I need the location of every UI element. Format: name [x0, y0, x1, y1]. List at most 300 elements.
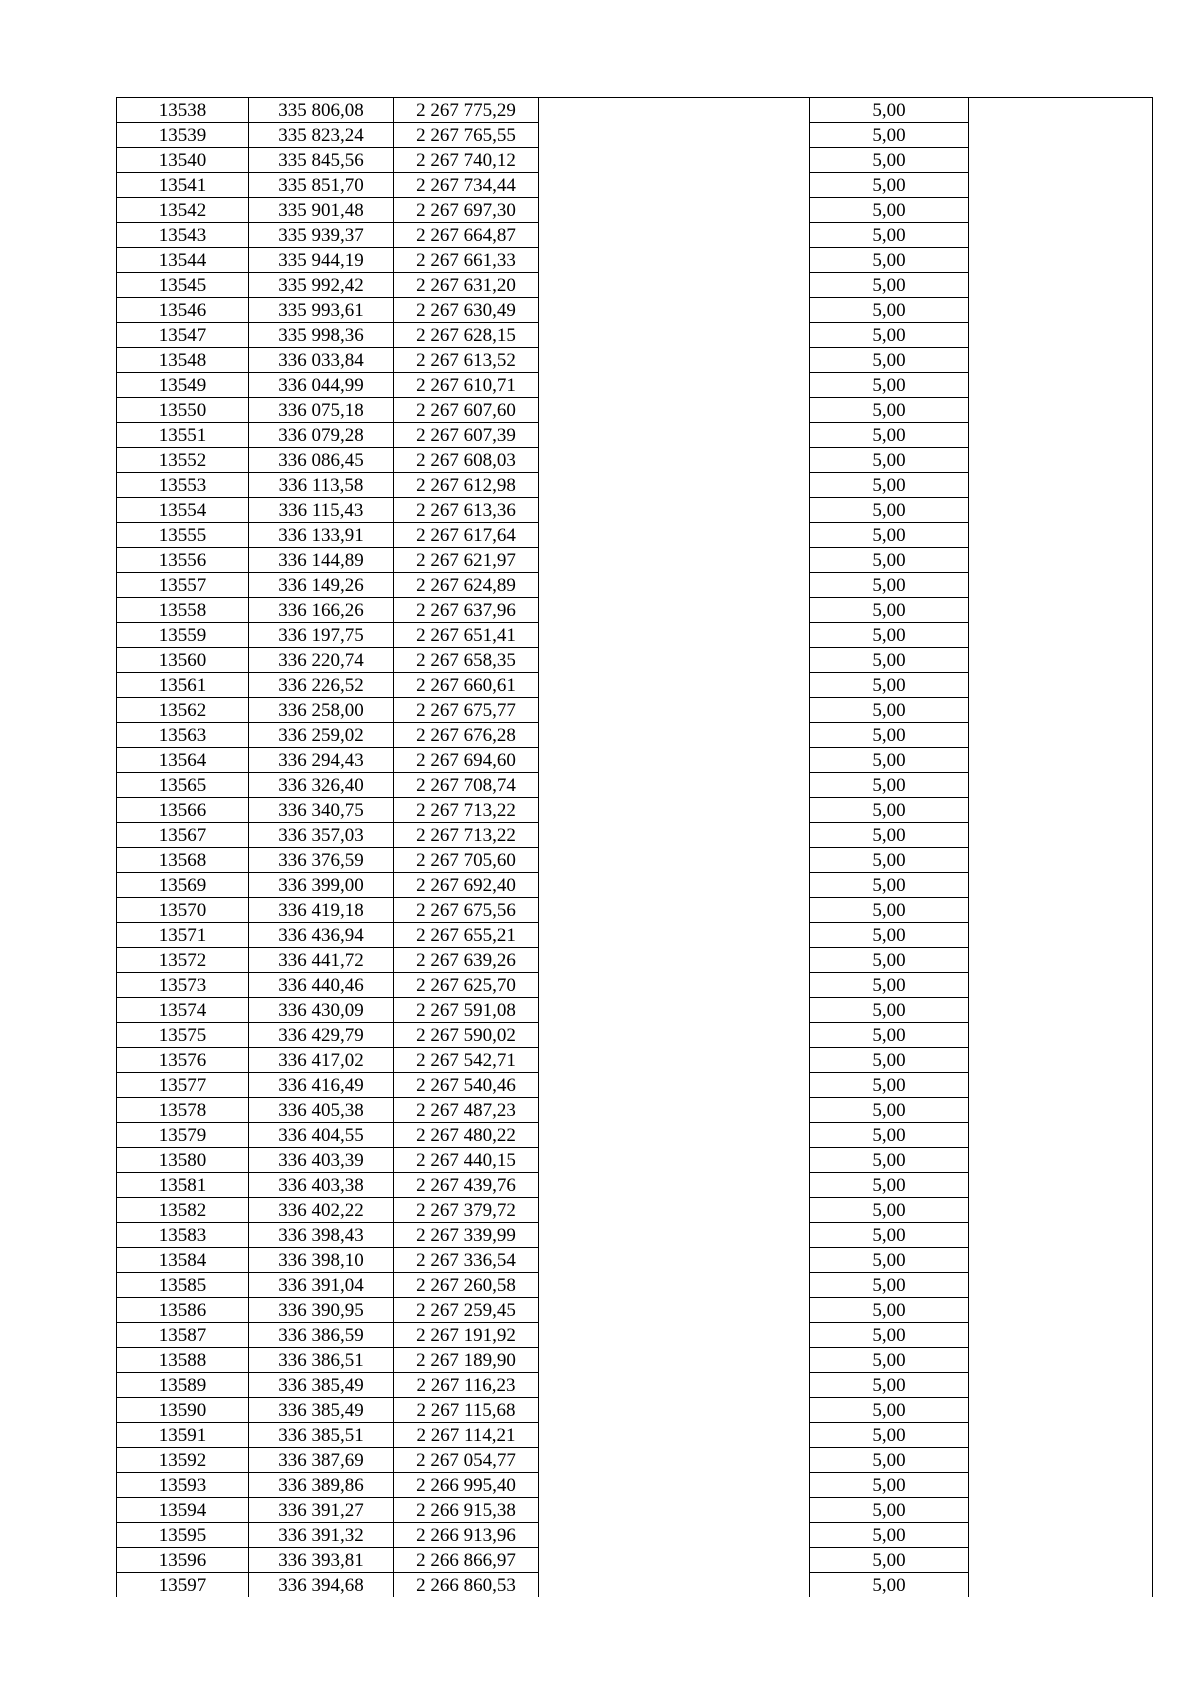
empty-cell	[539, 123, 810, 148]
point-number-cell: 13563	[117, 723, 249, 748]
empty-cell	[969, 1023, 1153, 1048]
table-row	[117, 648, 1153, 673]
empty-cell	[539, 1348, 810, 1373]
x-coordinate-cell: 336 144,89	[249, 548, 394, 573]
value-cell: 5,00	[810, 123, 969, 148]
empty-cell	[969, 848, 1153, 873]
y-coordinate-cell: 2 267 440,15	[394, 1148, 539, 1173]
y-coordinate-cell: 2 267 590,02	[394, 1023, 539, 1048]
empty-cell	[539, 323, 810, 348]
table-row	[117, 1123, 1153, 1148]
value-cell: 5,00	[810, 223, 969, 248]
value-cell: 5,00	[810, 1148, 969, 1173]
table-row	[117, 273, 1153, 298]
y-coordinate-cell: 2 267 675,77	[394, 698, 539, 723]
empty-cell	[969, 298, 1153, 323]
x-coordinate-cell: 336 405,38	[249, 1098, 394, 1123]
x-coordinate-cell: 336 197,75	[249, 623, 394, 648]
y-coordinate-cell: 2 267 734,44	[394, 173, 539, 198]
empty-cell	[969, 1448, 1153, 1473]
empty-cell	[539, 998, 810, 1023]
empty-cell	[969, 1548, 1153, 1573]
empty-cell	[969, 498, 1153, 523]
table-row	[117, 948, 1153, 973]
value-cell: 5,00	[810, 148, 969, 173]
empty-cell	[969, 1373, 1153, 1398]
value-cell: 5,00	[810, 1498, 969, 1523]
x-coordinate-cell: 335 998,36	[249, 323, 394, 348]
y-coordinate-cell: 2 267 621,97	[394, 548, 539, 573]
empty-cell	[969, 1398, 1153, 1423]
point-number-cell: 13561	[117, 673, 249, 698]
y-coordinate-cell: 2 267 191,92	[394, 1323, 539, 1348]
y-coordinate-cell: 2 267 336,54	[394, 1248, 539, 1273]
x-coordinate-cell: 336 391,04	[249, 1273, 394, 1298]
value-cell: 5,00	[810, 798, 969, 823]
coordinates-table-body	[117, 98, 1153, 1598]
x-coordinate-cell: 336 440,46	[249, 973, 394, 998]
x-coordinate-cell: 335 939,37	[249, 223, 394, 248]
table-row	[117, 123, 1153, 148]
y-coordinate-cell: 2 267 630,49	[394, 298, 539, 323]
table-row	[117, 1198, 1153, 1223]
empty-cell	[539, 723, 810, 748]
value-cell: 5,00	[810, 823, 969, 848]
x-coordinate-cell: 335 851,70	[249, 173, 394, 198]
value-cell: 5,00	[810, 1448, 969, 1473]
y-coordinate-cell: 2 267 607,39	[394, 423, 539, 448]
point-number-cell: 13545	[117, 273, 249, 298]
point-number-cell: 13541	[117, 173, 249, 198]
value-cell: 5,00	[810, 173, 969, 198]
y-coordinate-cell: 2 267 775,29	[394, 98, 539, 123]
x-coordinate-cell: 336 430,09	[249, 998, 394, 1023]
value-cell: 5,00	[810, 1423, 969, 1448]
empty-cell	[539, 348, 810, 373]
x-coordinate-cell: 335 806,08	[249, 98, 394, 123]
table-row	[117, 148, 1153, 173]
table-row	[117, 1498, 1153, 1523]
table-row	[117, 1223, 1153, 1248]
empty-cell	[539, 1473, 810, 1498]
y-coordinate-cell: 2 267 676,28	[394, 723, 539, 748]
empty-cell	[539, 648, 810, 673]
value-cell: 5,00	[810, 1248, 969, 1273]
empty-cell	[969, 123, 1153, 148]
empty-cell	[969, 1123, 1153, 1148]
y-coordinate-cell: 2 267 540,46	[394, 1073, 539, 1098]
y-coordinate-cell: 2 267 439,76	[394, 1173, 539, 1198]
x-coordinate-cell: 336 259,02	[249, 723, 394, 748]
value-cell: 5,00	[810, 373, 969, 398]
x-coordinate-cell: 335 901,48	[249, 198, 394, 223]
value-cell: 5,00	[810, 923, 969, 948]
empty-cell	[969, 1223, 1153, 1248]
table-row	[117, 973, 1153, 998]
table-row	[117, 923, 1153, 948]
table-row	[117, 1348, 1153, 1373]
y-coordinate-cell: 2 267 675,56	[394, 898, 539, 923]
x-coordinate-cell: 336 226,52	[249, 673, 394, 698]
empty-cell	[969, 323, 1153, 348]
empty-cell	[539, 973, 810, 998]
x-coordinate-cell: 336 394,68	[249, 1573, 394, 1598]
table-row	[117, 1248, 1153, 1273]
empty-cell	[539, 373, 810, 398]
value-cell: 5,00	[810, 1548, 969, 1573]
x-coordinate-cell: 336 436,94	[249, 923, 394, 948]
value-cell: 5,00	[810, 773, 969, 798]
point-number-cell: 13596	[117, 1548, 249, 1573]
x-coordinate-cell: 336 386,51	[249, 1348, 394, 1373]
point-number-cell: 13554	[117, 498, 249, 523]
value-cell: 5,00	[810, 1398, 969, 1423]
table-row	[117, 373, 1153, 398]
table-row	[117, 873, 1153, 898]
x-coordinate-cell: 335 823,24	[249, 123, 394, 148]
table-row	[117, 1398, 1153, 1423]
point-number-cell: 13540	[117, 148, 249, 173]
point-number-cell: 13568	[117, 848, 249, 873]
empty-cell	[539, 1048, 810, 1073]
empty-cell	[969, 723, 1153, 748]
y-coordinate-cell: 2 267 697,30	[394, 198, 539, 223]
empty-cell	[539, 1198, 810, 1223]
value-cell: 5,00	[810, 598, 969, 623]
point-number-cell: 13570	[117, 898, 249, 923]
empty-cell	[539, 748, 810, 773]
empty-cell	[539, 773, 810, 798]
point-number-cell: 13538	[117, 98, 249, 123]
x-coordinate-cell: 336 402,22	[249, 1198, 394, 1223]
point-number-cell: 13555	[117, 523, 249, 548]
point-number-cell: 13588	[117, 1348, 249, 1373]
y-coordinate-cell: 2 267 480,22	[394, 1123, 539, 1148]
empty-cell	[969, 248, 1153, 273]
empty-cell	[969, 1073, 1153, 1098]
x-coordinate-cell: 335 993,61	[249, 298, 394, 323]
table-row	[117, 348, 1153, 373]
x-coordinate-cell: 336 258,00	[249, 698, 394, 723]
empty-cell	[969, 1048, 1153, 1073]
table-row	[117, 623, 1153, 648]
table-row	[117, 1323, 1153, 1348]
point-number-cell: 13549	[117, 373, 249, 398]
value-cell: 5,00	[810, 998, 969, 1023]
y-coordinate-cell: 2 266 866,97	[394, 1548, 539, 1573]
value-cell: 5,00	[810, 1373, 969, 1398]
x-coordinate-cell: 336 387,69	[249, 1448, 394, 1473]
y-coordinate-cell: 2 267 189,90	[394, 1348, 539, 1373]
y-coordinate-cell: 2 267 694,60	[394, 748, 539, 773]
empty-cell	[539, 1023, 810, 1048]
y-coordinate-cell: 2 267 054,77	[394, 1448, 539, 1473]
x-coordinate-cell: 336 385,49	[249, 1398, 394, 1423]
empty-cell	[539, 1123, 810, 1148]
table-row	[117, 573, 1153, 598]
value-cell: 5,00	[810, 273, 969, 298]
table-row	[117, 398, 1153, 423]
empty-cell	[969, 523, 1153, 548]
table-row	[117, 473, 1153, 498]
point-number-cell: 13556	[117, 548, 249, 573]
empty-cell	[539, 523, 810, 548]
point-number-cell: 13584	[117, 1248, 249, 1273]
y-coordinate-cell: 2 267 651,41	[394, 623, 539, 648]
table-row	[117, 773, 1153, 798]
value-cell: 5,00	[810, 473, 969, 498]
y-coordinate-cell: 2 267 613,36	[394, 498, 539, 523]
value-cell: 5,00	[810, 1048, 969, 1073]
y-coordinate-cell: 2 267 114,21	[394, 1423, 539, 1448]
y-coordinate-cell: 2 267 260,58	[394, 1273, 539, 1298]
value-cell: 5,00	[810, 1123, 969, 1148]
value-cell: 5,00	[810, 623, 969, 648]
y-coordinate-cell: 2 267 705,60	[394, 848, 539, 873]
table-row	[117, 323, 1153, 348]
table-row	[117, 1023, 1153, 1048]
x-coordinate-cell: 336 357,03	[249, 823, 394, 848]
x-coordinate-cell: 336 326,40	[249, 773, 394, 798]
point-number-cell: 13593	[117, 1473, 249, 1498]
x-coordinate-cell: 336 441,72	[249, 948, 394, 973]
empty-cell	[969, 1348, 1153, 1373]
value-cell: 5,00	[810, 348, 969, 373]
empty-cell	[539, 1498, 810, 1523]
table-row	[117, 723, 1153, 748]
empty-cell	[539, 198, 810, 223]
empty-cell	[969, 898, 1153, 923]
empty-cell	[539, 1148, 810, 1173]
y-coordinate-cell: 2 267 542,71	[394, 1048, 539, 1073]
point-number-cell: 13587	[117, 1323, 249, 1348]
table-row	[117, 1448, 1153, 1473]
empty-cell	[969, 1098, 1153, 1123]
x-coordinate-cell: 336 075,18	[249, 398, 394, 423]
y-coordinate-cell: 2 267 116,23	[394, 1373, 539, 1398]
point-number-cell: 13582	[117, 1198, 249, 1223]
empty-cell	[539, 598, 810, 623]
x-coordinate-cell: 336 340,75	[249, 798, 394, 823]
empty-cell	[539, 948, 810, 973]
value-cell: 5,00	[810, 1023, 969, 1048]
point-number-cell: 13574	[117, 998, 249, 1023]
empty-cell	[539, 548, 810, 573]
empty-cell	[969, 923, 1153, 948]
x-coordinate-cell: 336 294,43	[249, 748, 394, 773]
table-row	[117, 498, 1153, 523]
empty-cell	[539, 873, 810, 898]
y-coordinate-cell: 2 267 613,52	[394, 348, 539, 373]
table-row	[117, 173, 1153, 198]
empty-cell	[539, 223, 810, 248]
value-cell: 5,00	[810, 323, 969, 348]
x-coordinate-cell: 336 386,59	[249, 1323, 394, 1348]
value-cell: 5,00	[810, 673, 969, 698]
y-coordinate-cell: 2 267 607,60	[394, 398, 539, 423]
x-coordinate-cell: 335 845,56	[249, 148, 394, 173]
empty-cell	[969, 823, 1153, 848]
point-number-cell: 13591	[117, 1423, 249, 1448]
x-coordinate-cell: 336 133,91	[249, 523, 394, 548]
x-coordinate-cell: 336 391,27	[249, 1498, 394, 1523]
value-cell: 5,00	[810, 523, 969, 548]
point-number-cell: 13564	[117, 748, 249, 773]
coordinates-table	[116, 97, 1153, 1597]
empty-cell	[539, 273, 810, 298]
value-cell: 5,00	[810, 1223, 969, 1248]
x-coordinate-cell: 336 419,18	[249, 898, 394, 923]
empty-cell	[969, 98, 1153, 123]
empty-cell	[969, 998, 1153, 1023]
point-number-cell: 13567	[117, 823, 249, 848]
point-number-cell: 13569	[117, 873, 249, 898]
x-coordinate-cell: 336 086,45	[249, 448, 394, 473]
point-number-cell: 13595	[117, 1523, 249, 1548]
y-coordinate-cell: 2 267 115,68	[394, 1398, 539, 1423]
point-number-cell: 13551	[117, 423, 249, 448]
y-coordinate-cell: 2 267 625,70	[394, 973, 539, 998]
value-cell: 5,00	[810, 898, 969, 923]
empty-cell	[969, 223, 1153, 248]
table-row	[117, 98, 1153, 123]
x-coordinate-cell: 336 389,86	[249, 1473, 394, 1498]
empty-cell	[969, 148, 1153, 173]
value-cell: 5,00	[810, 1523, 969, 1548]
point-number-cell: 13560	[117, 648, 249, 673]
empty-cell	[539, 1073, 810, 1098]
value-cell: 5,00	[810, 448, 969, 473]
y-coordinate-cell: 2 267 259,45	[394, 1298, 539, 1323]
x-coordinate-cell: 336 391,32	[249, 1523, 394, 1548]
value-cell: 5,00	[810, 873, 969, 898]
value-cell: 5,00	[810, 1323, 969, 1348]
point-number-cell: 13553	[117, 473, 249, 498]
value-cell: 5,00	[810, 973, 969, 998]
value-cell: 5,00	[810, 1298, 969, 1323]
empty-cell	[969, 1473, 1153, 1498]
empty-cell	[539, 573, 810, 598]
table-row	[117, 823, 1153, 848]
value-cell: 5,00	[810, 298, 969, 323]
point-number-cell: 13579	[117, 1123, 249, 1148]
x-coordinate-cell: 336 385,49	[249, 1373, 394, 1398]
value-cell: 5,00	[810, 948, 969, 973]
x-coordinate-cell: 336 393,81	[249, 1548, 394, 1573]
table-row	[117, 798, 1153, 823]
y-coordinate-cell: 2 267 664,87	[394, 223, 539, 248]
table-row	[117, 898, 1153, 923]
table-row	[117, 1073, 1153, 1098]
empty-cell	[539, 1548, 810, 1573]
empty-cell	[539, 98, 810, 123]
point-number-cell: 13548	[117, 348, 249, 373]
y-coordinate-cell: 2 267 655,21	[394, 923, 539, 948]
empty-cell	[969, 423, 1153, 448]
table-row	[117, 1473, 1153, 1498]
empty-cell	[539, 423, 810, 448]
empty-cell	[969, 448, 1153, 473]
empty-cell	[539, 923, 810, 948]
point-number-cell: 13547	[117, 323, 249, 348]
table-row	[117, 1173, 1153, 1198]
y-coordinate-cell: 2 267 617,64	[394, 523, 539, 548]
x-coordinate-cell: 336 403,38	[249, 1173, 394, 1198]
x-coordinate-cell: 336 166,26	[249, 598, 394, 623]
value-cell: 5,00	[810, 423, 969, 448]
empty-cell	[969, 398, 1153, 423]
point-number-cell: 13589	[117, 1373, 249, 1398]
empty-cell	[539, 1448, 810, 1473]
table-row	[117, 1423, 1153, 1448]
point-number-cell: 13539	[117, 123, 249, 148]
empty-cell	[969, 1523, 1153, 1548]
x-coordinate-cell: 336 115,43	[249, 498, 394, 523]
table-row	[117, 1373, 1153, 1398]
empty-cell	[539, 1323, 810, 1348]
empty-cell	[969, 1173, 1153, 1198]
value-cell: 5,00	[810, 548, 969, 573]
empty-cell	[969, 948, 1153, 973]
value-cell: 5,00	[810, 1573, 969, 1598]
table-row	[117, 698, 1153, 723]
empty-cell	[539, 1423, 810, 1448]
empty-cell	[539, 473, 810, 498]
empty-cell	[969, 798, 1153, 823]
empty-cell	[969, 748, 1153, 773]
y-coordinate-cell: 2 267 708,74	[394, 773, 539, 798]
empty-cell	[539, 298, 810, 323]
empty-cell	[539, 248, 810, 273]
point-number-cell: 13552	[117, 448, 249, 473]
value-cell: 5,00	[810, 723, 969, 748]
x-coordinate-cell: 335 992,42	[249, 273, 394, 298]
table-row	[117, 1548, 1153, 1573]
value-cell: 5,00	[810, 1473, 969, 1498]
table-row	[117, 223, 1153, 248]
table-row	[117, 548, 1153, 573]
value-cell: 5,00	[810, 248, 969, 273]
point-number-cell: 13557	[117, 573, 249, 598]
value-cell: 5,00	[810, 98, 969, 123]
y-coordinate-cell: 2 266 995,40	[394, 1473, 539, 1498]
empty-cell	[539, 798, 810, 823]
point-number-cell: 13558	[117, 598, 249, 623]
empty-cell	[969, 1273, 1153, 1298]
y-coordinate-cell: 2 267 713,22	[394, 798, 539, 823]
empty-cell	[539, 698, 810, 723]
y-coordinate-cell: 2 267 660,61	[394, 673, 539, 698]
empty-cell	[969, 1248, 1153, 1273]
point-number-cell: 13594	[117, 1498, 249, 1523]
point-number-cell: 13546	[117, 298, 249, 323]
point-number-cell: 13550	[117, 398, 249, 423]
empty-cell	[539, 498, 810, 523]
table-row	[117, 248, 1153, 273]
empty-cell	[969, 1323, 1153, 1348]
table-row	[117, 998, 1153, 1023]
x-coordinate-cell: 336 044,99	[249, 373, 394, 398]
value-cell: 5,00	[810, 498, 969, 523]
x-coordinate-cell: 336 149,26	[249, 573, 394, 598]
empty-cell	[539, 823, 810, 848]
value-cell: 5,00	[810, 648, 969, 673]
x-coordinate-cell: 336 398,43	[249, 1223, 394, 1248]
table-row	[117, 848, 1153, 873]
x-coordinate-cell: 336 417,02	[249, 1048, 394, 1073]
empty-cell	[969, 673, 1153, 698]
x-coordinate-cell: 336 403,39	[249, 1148, 394, 1173]
